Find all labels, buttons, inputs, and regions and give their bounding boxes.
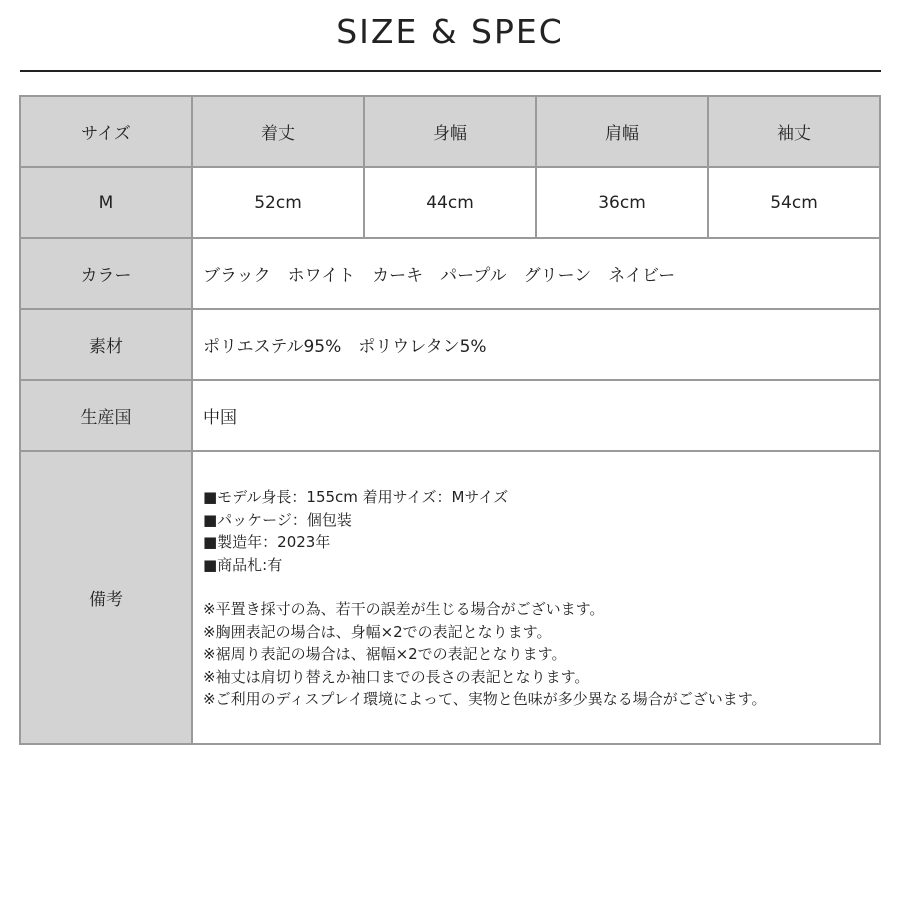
page-title: SIZE & SPEC [336,12,564,51]
material-label: 素材 [20,309,192,380]
column-header-length: 着丈 [192,96,364,167]
size-m-sleeve: 54cm [708,167,880,238]
size-m-label: M [20,167,192,238]
origin-label: 生産国 [20,380,192,451]
material-value: ポリエステル95% ポリウレタン5% [192,309,880,380]
color-row [20,238,880,309]
size-m-width: 44cm [364,167,536,238]
column-header-shoulder: 肩幅 [536,96,708,167]
remarks-line-model: ■モデル身長：155cm 着用サイズ：Mサイズ [203,488,509,507]
remarks-line-year: ■製造年：2023年 [203,533,331,552]
remarks-row [20,451,880,744]
remarks-cell [192,451,880,744]
spec-table [19,95,881,745]
remarks-note-chest: ※胸囲表記の場合は、身幅×2での表記となります。 [203,622,552,641]
size-m-row [20,167,880,238]
title-divider [20,70,881,72]
origin-value: 中国 [192,380,880,451]
size-header-row [20,96,880,167]
remarks-line-tag: ■商品札:有 [203,555,283,574]
column-header-sleeve: 袖丈 [708,96,880,167]
column-header-width: 身幅 [364,96,536,167]
remarks-note-measurement: ※平置き採寸の為、若干の誤差が生じる場合がございます。 [203,600,605,619]
size-m-shoulder: 36cm [536,167,708,238]
size-m-length: 52cm [192,167,364,238]
color-label: カラー [20,238,192,309]
color-value: ブラック ホワイト カーキ パープル グリーン ネイビー [192,238,880,309]
remarks-content [193,484,879,711]
remarks-spacer [203,576,879,598]
remarks-label: 備考 [20,451,192,744]
size-label: サイズ [20,96,192,167]
material-row [20,309,880,380]
remarks-note-display: ※ご利用のディスプレイ環境によって、実物と色味が多少異なる場合がございます。 [203,690,767,709]
remarks-note-hem: ※裾周り表記の場合は、裾幅×2での表記となります。 [203,645,567,664]
remarks-line-package: ■パッケージ：個包装 [203,510,352,529]
origin-row [20,380,880,451]
remarks-note-sleeve: ※袖丈は肩切り替えか袖口までの長さの表記となります。 [203,667,590,686]
